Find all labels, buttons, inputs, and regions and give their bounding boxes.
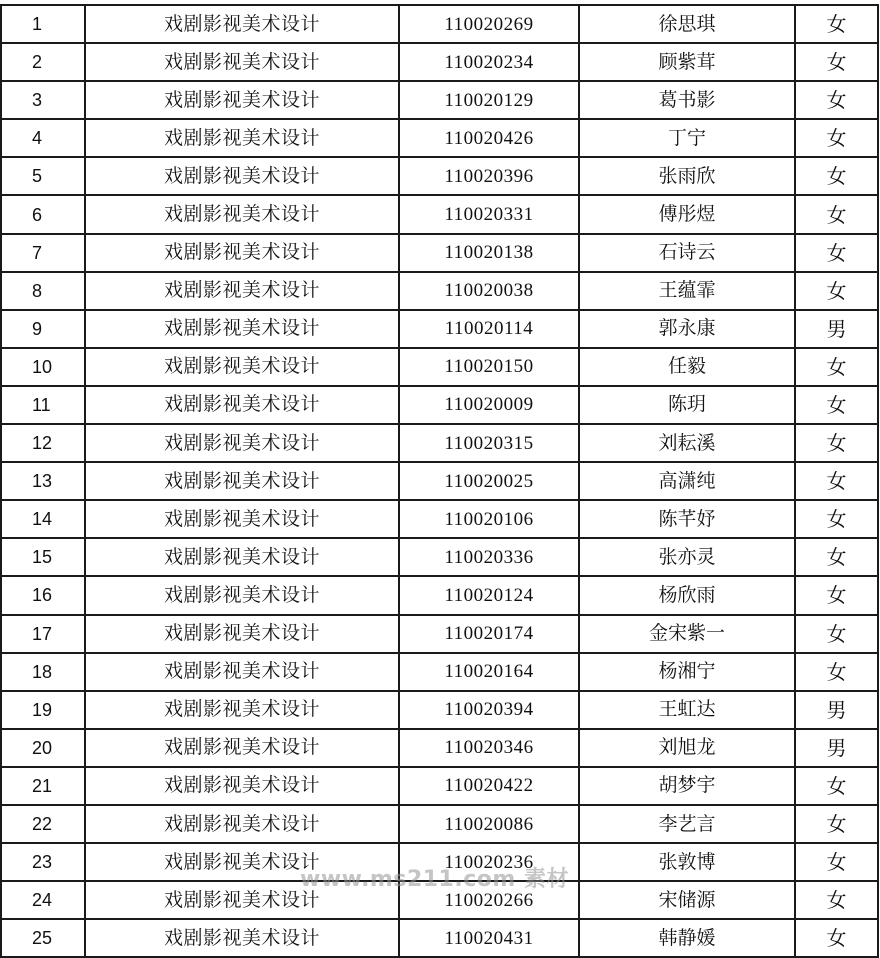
table-row xyxy=(1,119,878,157)
table-row xyxy=(1,843,878,881)
row-number: 20 xyxy=(1,729,85,767)
major-cell: 戏剧影视美术设计 xyxy=(85,805,399,843)
major-cell: 戏剧影视美术设计 xyxy=(85,424,399,462)
gender-cell: 女 xyxy=(795,576,878,614)
major-cell: 戏剧影视美术设计 xyxy=(85,881,399,919)
table-row xyxy=(1,43,878,81)
table-row xyxy=(1,500,878,538)
row-number: 23 xyxy=(1,843,85,881)
table-row xyxy=(1,881,878,919)
major-cell: 戏剧影视美术设计 xyxy=(85,919,399,957)
student-name-cell: 韩静媛 xyxy=(579,919,795,957)
gender-cell: 女 xyxy=(795,843,878,881)
student-name-cell: 张亦灵 xyxy=(579,538,795,576)
student-name-cell: 陈芊妤 xyxy=(579,500,795,538)
student-id-cell: 110020114 xyxy=(399,310,579,348)
student-name-cell: 张敦博 xyxy=(579,843,795,881)
major-cell: 戏剧影视美术设计 xyxy=(85,843,399,881)
row-number: 5 xyxy=(1,157,85,195)
row-number: 15 xyxy=(1,538,85,576)
gender-cell: 女 xyxy=(795,500,878,538)
gender-cell: 女 xyxy=(795,424,878,462)
student-id-cell: 110020038 xyxy=(399,272,579,310)
table-row xyxy=(1,729,878,767)
student-name-cell: 石诗云 xyxy=(579,234,795,272)
row-number: 13 xyxy=(1,462,85,500)
student-id-cell: 110020174 xyxy=(399,615,579,653)
major-cell: 戏剧影视美术设计 xyxy=(85,386,399,424)
student-name-cell: 胡梦宇 xyxy=(579,767,795,805)
student-name-cell: 徐思琪 xyxy=(579,5,795,43)
row-number: 8 xyxy=(1,272,85,310)
student-id-cell: 110020025 xyxy=(399,462,579,500)
row-number: 21 xyxy=(1,767,85,805)
table-row xyxy=(1,195,878,233)
gender-cell: 女 xyxy=(795,386,878,424)
student-name-cell: 葛书影 xyxy=(579,81,795,119)
student-name-cell: 任毅 xyxy=(579,348,795,386)
table-row xyxy=(1,576,878,614)
student-name-cell: 金宋紫一 xyxy=(579,615,795,653)
major-cell: 戏剧影视美术设计 xyxy=(85,272,399,310)
student-name-cell: 王蕴霏 xyxy=(579,272,795,310)
major-cell: 戏剧影视美术设计 xyxy=(85,576,399,614)
major-cell: 戏剧影视美术设计 xyxy=(85,81,399,119)
gender-cell: 女 xyxy=(795,5,878,43)
major-cell: 戏剧影视美术设计 xyxy=(85,462,399,500)
table-row xyxy=(1,234,878,272)
student-id-cell: 110020236 xyxy=(399,843,579,881)
row-number: 19 xyxy=(1,691,85,729)
student-id-cell: 110020234 xyxy=(399,43,579,81)
row-number: 2 xyxy=(1,43,85,81)
student-name-cell: 刘耘溪 xyxy=(579,424,795,462)
major-cell: 戏剧影视美术设计 xyxy=(85,538,399,576)
table-row xyxy=(1,805,878,843)
major-cell: 戏剧影视美术设计 xyxy=(85,348,399,386)
roster-table-body xyxy=(1,5,878,957)
student-id-cell: 110020150 xyxy=(399,348,579,386)
gender-cell: 女 xyxy=(795,119,878,157)
row-number: 10 xyxy=(1,348,85,386)
row-number: 25 xyxy=(1,919,85,957)
row-number: 17 xyxy=(1,615,85,653)
student-id-cell: 110020394 xyxy=(399,691,579,729)
gender-cell: 女 xyxy=(795,43,878,81)
table-row xyxy=(1,5,878,43)
student-name-cell: 顾紫茸 xyxy=(579,43,795,81)
gender-cell: 女 xyxy=(795,234,878,272)
row-number: 22 xyxy=(1,805,85,843)
row-number: 16 xyxy=(1,576,85,614)
gender-cell: 女 xyxy=(795,767,878,805)
row-number: 24 xyxy=(1,881,85,919)
student-name-cell: 丁宁 xyxy=(579,119,795,157)
gender-cell: 女 xyxy=(795,805,878,843)
table-row xyxy=(1,310,878,348)
major-cell: 戏剧影视美术设计 xyxy=(85,500,399,538)
gender-cell: 女 xyxy=(795,615,878,653)
table-row xyxy=(1,272,878,310)
student-id-cell: 110020346 xyxy=(399,729,579,767)
gender-cell: 女 xyxy=(795,462,878,500)
row-number: 11 xyxy=(1,386,85,424)
row-number: 14 xyxy=(1,500,85,538)
table-row xyxy=(1,767,878,805)
gender-cell: 女 xyxy=(795,538,878,576)
student-id-cell: 110020315 xyxy=(399,424,579,462)
student-name-cell: 傅彤煜 xyxy=(579,195,795,233)
major-cell: 戏剧影视美术设计 xyxy=(85,195,399,233)
gender-cell: 女 xyxy=(795,653,878,691)
gender-cell: 男 xyxy=(795,729,878,767)
roster-table xyxy=(0,4,879,958)
major-cell: 戏剧影视美术设计 xyxy=(85,119,399,157)
student-id-cell: 110020164 xyxy=(399,653,579,691)
table-row xyxy=(1,462,878,500)
major-cell: 戏剧影视美术设计 xyxy=(85,157,399,195)
student-name-cell: 郭永康 xyxy=(579,310,795,348)
student-id-cell: 110020009 xyxy=(399,386,579,424)
student-name-cell: 王虹达 xyxy=(579,691,795,729)
student-name-cell: 张雨欣 xyxy=(579,157,795,195)
table-row xyxy=(1,653,878,691)
row-number: 6 xyxy=(1,195,85,233)
gender-cell: 女 xyxy=(795,157,878,195)
student-name-cell: 陈玥 xyxy=(579,386,795,424)
table-row xyxy=(1,919,878,957)
row-number: 12 xyxy=(1,424,85,462)
student-id-cell: 110020124 xyxy=(399,576,579,614)
row-number: 18 xyxy=(1,653,85,691)
student-id-cell: 110020266 xyxy=(399,881,579,919)
major-cell: 戏剧影视美术设计 xyxy=(85,691,399,729)
major-cell: 戏剧影视美术设计 xyxy=(85,653,399,691)
student-id-cell: 110020336 xyxy=(399,538,579,576)
gender-cell: 女 xyxy=(795,272,878,310)
student-id-cell: 110020138 xyxy=(399,234,579,272)
row-number: 4 xyxy=(1,119,85,157)
student-id-cell: 110020129 xyxy=(399,81,579,119)
student-id-cell: 110020422 xyxy=(399,767,579,805)
table-row xyxy=(1,691,878,729)
watermark-text: www.ms211.com 素材 xyxy=(300,867,569,892)
gender-cell: 女 xyxy=(795,81,878,119)
major-cell: 戏剧影视美术设计 xyxy=(85,234,399,272)
major-cell: 戏剧影视美术设计 xyxy=(85,310,399,348)
student-id-cell: 110020426 xyxy=(399,119,579,157)
table-row xyxy=(1,615,878,653)
student-name-cell: 杨湘宁 xyxy=(579,653,795,691)
table-row xyxy=(1,348,878,386)
gender-cell: 男 xyxy=(795,310,878,348)
student-name-cell: 刘旭龙 xyxy=(579,729,795,767)
student-id-cell: 110020431 xyxy=(399,919,579,957)
student-name-cell: 杨欣雨 xyxy=(579,576,795,614)
row-number: 3 xyxy=(1,81,85,119)
row-number: 1 xyxy=(1,5,85,43)
student-name-cell: 李艺言 xyxy=(579,805,795,843)
table-row xyxy=(1,81,878,119)
major-cell: 戏剧影视美术设计 xyxy=(85,5,399,43)
student-name-cell: 高潇纯 xyxy=(579,462,795,500)
table-row xyxy=(1,424,878,462)
student-id-cell: 110020331 xyxy=(399,195,579,233)
row-number: 9 xyxy=(1,310,85,348)
row-number: 7 xyxy=(1,234,85,272)
major-cell: 戏剧影视美术设计 xyxy=(85,767,399,805)
gender-cell: 女 xyxy=(795,919,878,957)
table-row xyxy=(1,157,878,195)
student-id-cell: 110020106 xyxy=(399,500,579,538)
major-cell: 戏剧影视美术设计 xyxy=(85,615,399,653)
table-row xyxy=(1,538,878,576)
gender-cell: 男 xyxy=(795,691,878,729)
gender-cell: 女 xyxy=(795,881,878,919)
student-name-cell: 宋储源 xyxy=(579,881,795,919)
student-id-cell: 110020086 xyxy=(399,805,579,843)
gender-cell: 女 xyxy=(795,348,878,386)
student-id-cell: 110020396 xyxy=(399,157,579,195)
major-cell: 戏剧影视美术设计 xyxy=(85,729,399,767)
student-id-cell: 110020269 xyxy=(399,5,579,43)
gender-cell: 女 xyxy=(795,195,878,233)
major-cell: 戏剧影视美术设计 xyxy=(85,43,399,81)
table-row xyxy=(1,386,878,424)
